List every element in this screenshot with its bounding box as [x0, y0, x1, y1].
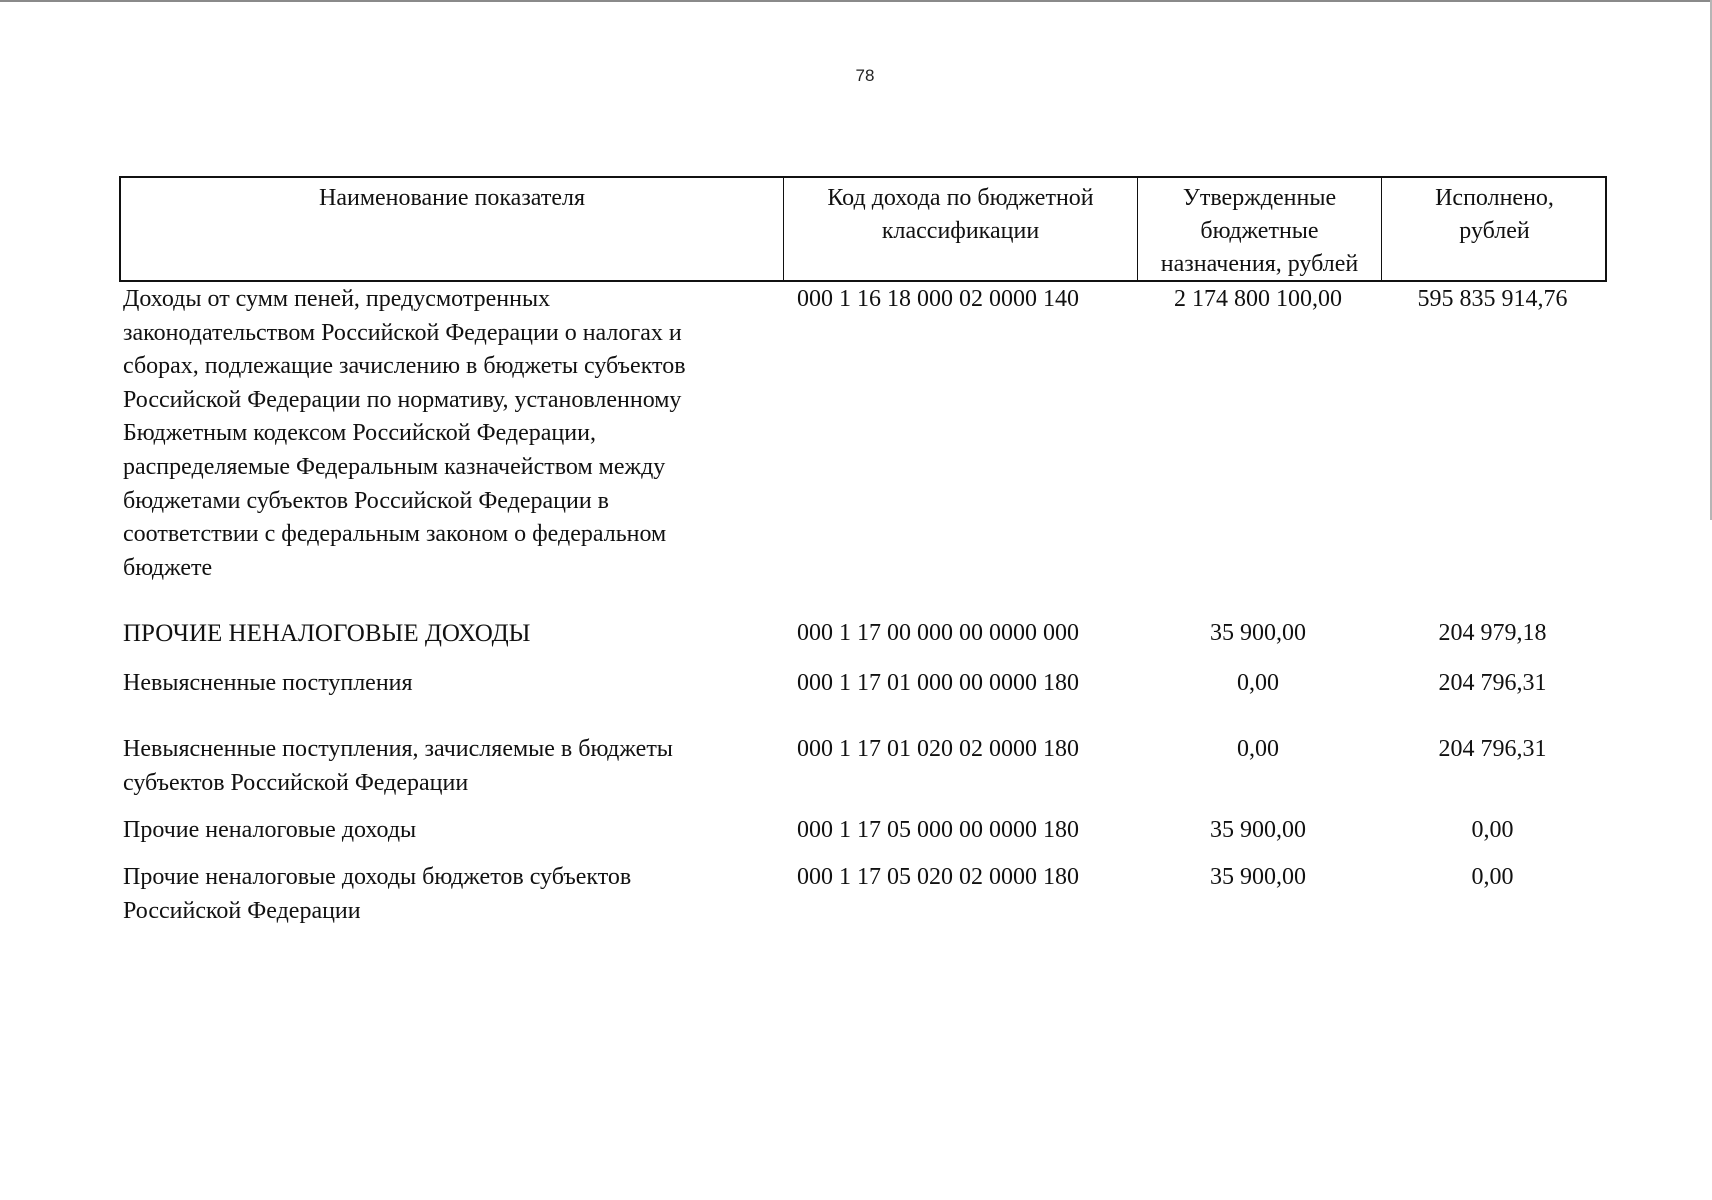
row-name: [123, 814, 783, 848]
row-name-line: распределяемые Федеральным казначейством между: [123, 453, 666, 480]
row-executed-amount: 0,00: [1471, 864, 1514, 890]
row-name: [123, 861, 783, 928]
page-number: 78: [855, 66, 875, 85]
header-cell-name: [121, 178, 784, 280]
row-code: 000 1 17 05 020 02 0000 180: [797, 864, 1079, 890]
row-approved-amount: 0,00: [1237, 736, 1279, 762]
row-approved-amount: 35 900,00: [1210, 864, 1306, 890]
row-approved-amount: 2 174 800 100,00: [1174, 286, 1342, 312]
header-approved-label-line: Утвержденные: [1182, 185, 1337, 211]
row-name-line: соответствии с федеральным законом о федеральном: [123, 521, 667, 548]
row-executed-amount: 204 796,31: [1438, 736, 1547, 762]
header-code-label-line: классификации: [881, 218, 1040, 244]
row-name: [123, 617, 783, 651]
row-name-line: Невыясненные поступления: [123, 670, 413, 696]
header-executed-label-line: Исполнено,: [1435, 185, 1554, 211]
row-name-line: субъектов Российской Федерации: [123, 769, 469, 796]
header-approved-label-line: назначения, рублей: [1160, 251, 1359, 277]
table-header: [119, 176, 1607, 282]
row-name-line: Бюджетным кодексом Российской Федерации,: [123, 420, 596, 447]
row-name-line: Доходы от сумм пеней, предусмотренных: [123, 286, 551, 312]
header-cell-executed: [1382, 178, 1607, 280]
row-code: 000 1 17 00 000 00 0000 000: [797, 620, 1079, 646]
row-code: 000 1 17 05 000 00 0000 180: [797, 817, 1079, 843]
row-name-line: Российской Федерации: [123, 897, 361, 924]
row-executed-amount: 204 796,31: [1438, 670, 1547, 696]
row-approved-amount: 0,00: [1237, 670, 1279, 696]
scan-edge-top: [0, 0, 1712, 2]
row-name-line: Российской Федерации по нормативу, установленному: [123, 386, 682, 413]
row-name-line: Невыясненные поступления, зачисляемые в бюджеты: [123, 736, 673, 762]
header-cell-approved: [1138, 178, 1382, 280]
row-name-line: Прочие неналоговые доходы: [123, 817, 417, 843]
row-name-line: ПРОЧИЕ НЕНАЛОГОВЫЕ ДОХОДЫ: [123, 620, 531, 647]
header-code-label-line: Код дохода по бюджетной: [827, 185, 1094, 211]
row-name-line: законодательством Российской Федерации о налогах и: [123, 319, 682, 346]
row-name-line: Прочие неналоговые доходы бюджетов субъектов: [123, 864, 632, 890]
row-name-line: бюджете: [123, 554, 213, 581]
row-name-line: бюджетами субъектов Российской Федерации в: [123, 487, 610, 514]
row-code: 000 1 17 01 020 02 0000 180: [797, 736, 1079, 762]
row-executed-amount: 0,00: [1471, 817, 1514, 843]
row-approved-amount: 35 900,00: [1210, 817, 1306, 843]
row-name: [123, 667, 783, 701]
row-name: [123, 283, 783, 585]
header-cell-code: [784, 178, 1138, 280]
header-approved-label-line: бюджетные: [1200, 218, 1319, 244]
row-executed-amount: 204 979,18: [1438, 620, 1547, 646]
row-name-line: сборах, подлежащие зачислению в бюджеты субъектов: [123, 353, 686, 380]
header-executed-label-line: рублей: [1459, 218, 1530, 244]
header-name-label: Наименование показателя: [319, 185, 585, 211]
row-executed-amount: 595 835 914,76: [1417, 286, 1568, 312]
row-name: [123, 733, 783, 800]
row-code: 000 1 17 01 000 00 0000 180: [797, 670, 1079, 696]
row-code: 000 1 16 18 000 02 0000 140: [797, 286, 1079, 312]
row-approved-amount: 35 900,00: [1210, 620, 1306, 646]
